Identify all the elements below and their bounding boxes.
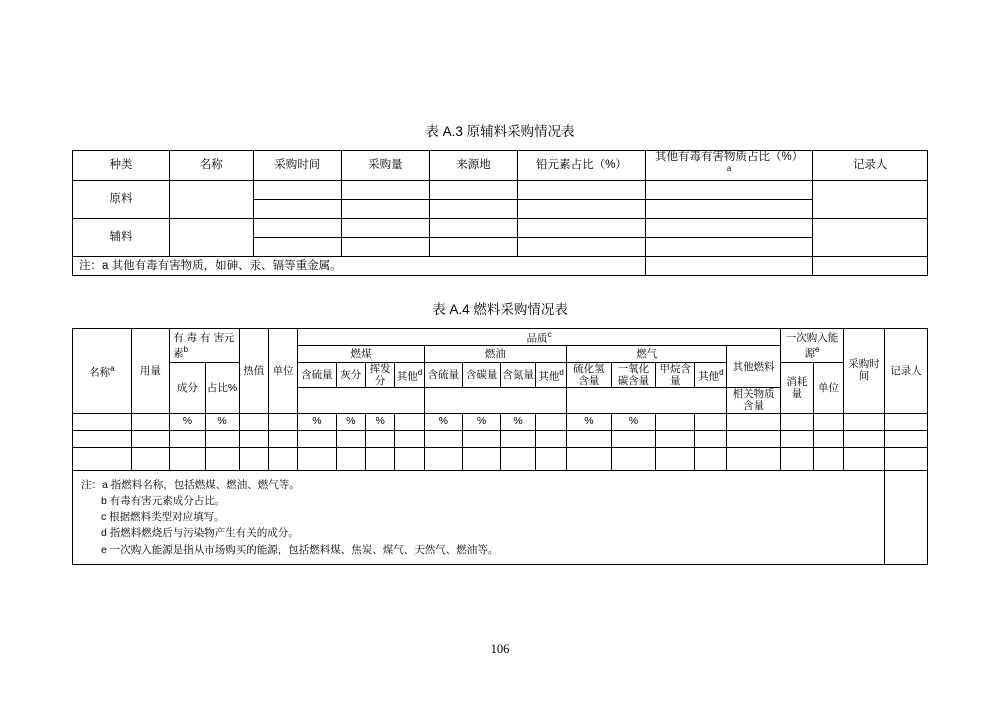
- cell[interactable]: [169, 181, 253, 219]
- header-purchase-time: [844, 329, 885, 413]
- header-oil-sulfur: 含硫量: [424, 363, 462, 388]
- header-gas-other: [695, 363, 727, 388]
- table-a4-notes: [73, 470, 885, 564]
- table-row: [73, 413, 928, 430]
- note-line-e: e 一次购入能源是指从市场购买的能源，包括燃料煤、焦炭、煤气、天然气、燃油等。: [101, 543, 499, 556]
- cell[interactable]: [268, 430, 297, 447]
- header-coal-sulfur: 含硫量: [298, 363, 336, 388]
- table-row: [73, 181, 928, 200]
- spacer-gas: [567, 388, 727, 413]
- unit-cell: %: [424, 413, 462, 430]
- row-label-auxiliary-material: 辅料: [73, 219, 170, 257]
- unit-cell: [535, 413, 566, 430]
- cell[interactable]: [253, 238, 341, 257]
- header-gas-other-label: 其他: [698, 370, 720, 383]
- cell[interactable]: [813, 447, 843, 470]
- unit-cell: %: [170, 413, 206, 430]
- superscript-a: a: [110, 363, 115, 373]
- header-unit: [268, 329, 297, 413]
- cell[interactable]: [844, 430, 885, 447]
- cell[interactable]: [429, 219, 517, 238]
- cell[interactable]: [253, 181, 341, 200]
- table-row: [73, 257, 928, 276]
- cell[interactable]: [518, 238, 646, 257]
- cell: [844, 413, 885, 430]
- cell[interactable]: [780, 447, 813, 470]
- unit-cell: %: [365, 413, 394, 430]
- cell[interactable]: [695, 447, 727, 470]
- header-toxic-ratio: 占比%: [205, 363, 239, 413]
- header-coal-ash: 灰分: [336, 363, 365, 388]
- cell[interactable]: [131, 430, 169, 447]
- cell[interactable]: [253, 219, 341, 238]
- table-row: [73, 447, 928, 470]
- table-row: [73, 430, 928, 447]
- row-label-raw-material: 原料: [73, 181, 170, 219]
- header-cell-time: 采购时间: [253, 151, 341, 181]
- cell[interactable]: [462, 430, 500, 447]
- header-gas-methane: 甲烷含量: [656, 363, 695, 388]
- header-other-fuel-substance: 相关物质含量: [727, 388, 780, 413]
- cell[interactable]: [645, 257, 812, 276]
- cell[interactable]: [73, 430, 132, 447]
- header-oil-nitrogen: 含氮量: [501, 363, 536, 388]
- header-unit-label: 单位: [272, 364, 294, 377]
- cell[interactable]: [341, 238, 429, 257]
- header-gas-co: 一氧化碳含量: [611, 363, 656, 388]
- cell[interactable]: [518, 181, 646, 200]
- cell[interactable]: [205, 447, 239, 470]
- header-group-primary-energy-label: 一次购入能源: [785, 332, 839, 360]
- cell[interactable]: [567, 447, 612, 470]
- cell[interactable]: [695, 430, 727, 447]
- note-line-a: 注：a 指燃料名称，包括燃煤、燃油、燃气等。: [81, 478, 300, 491]
- header-group-other-fuel: 其他燃料: [727, 346, 780, 388]
- header-usage: 用量: [131, 329, 169, 413]
- header-superscript-a: a: [726, 164, 732, 174]
- header-cell-name: 名称: [169, 151, 253, 181]
- cell[interactable]: [885, 470, 928, 564]
- cell[interactable]: [645, 238, 812, 257]
- table-a3: [72, 150, 928, 276]
- note-line-b: b 有毒有害元素成分占比。: [101, 494, 226, 507]
- cell[interactable]: [205, 430, 239, 447]
- header-group-oil: 燃油: [424, 346, 566, 363]
- cell[interactable]: [239, 430, 268, 447]
- header-heat-value-label: 热值: [243, 364, 265, 377]
- spacer-oil: [424, 388, 566, 413]
- unit-cell: [695, 413, 727, 430]
- table-a3-note: 注：a 其他有毒有害物质，如砷、汞、镉等重金属。: [73, 257, 646, 276]
- header-group-coal: 燃煤: [298, 346, 424, 363]
- header-oil-other: [535, 363, 566, 388]
- cell: [813, 413, 843, 430]
- cell: [73, 413, 132, 430]
- cell[interactable]: [131, 447, 169, 470]
- header-toxic-component: 成分: [170, 363, 206, 413]
- cell[interactable]: [518, 200, 646, 219]
- cell[interactable]: [813, 181, 928, 219]
- header-cell-recorder: 记录人: [813, 151, 928, 181]
- cell: [780, 413, 813, 430]
- table-row: [73, 363, 928, 388]
- cell: [131, 413, 169, 430]
- unit-cell: %: [298, 413, 336, 430]
- table-a3-title: 表 A.3 原辅料采购情况表: [425, 124, 575, 139]
- cell[interactable]: [429, 200, 517, 219]
- cell[interactable]: [268, 447, 297, 470]
- cell[interactable]: [656, 430, 695, 447]
- cell[interactable]: [501, 430, 536, 447]
- unit-cell: %: [336, 413, 365, 430]
- cell: [268, 413, 297, 430]
- cell[interactable]: [336, 430, 365, 447]
- cell[interactable]: [885, 447, 928, 470]
- header-heat-value: [239, 329, 268, 413]
- unit-cell: [727, 413, 780, 430]
- cell[interactable]: [645, 200, 812, 219]
- header-oil-carbon: 含碳量: [462, 363, 500, 388]
- superscript-d: d: [719, 368, 724, 378]
- spacer-coal: [298, 388, 424, 413]
- cell[interactable]: [73, 447, 132, 470]
- cell[interactable]: [535, 430, 566, 447]
- header-group-quality-label: 品质: [526, 332, 548, 345]
- unit-cell: %: [611, 413, 656, 430]
- cell[interactable]: [727, 430, 780, 447]
- header-coal-other-label: 其他: [396, 370, 418, 383]
- table-row: [73, 470, 928, 564]
- cell[interactable]: [341, 181, 429, 200]
- cell[interactable]: [518, 219, 646, 238]
- header-group-quality: [298, 329, 781, 346]
- cell[interactable]: [645, 181, 812, 200]
- cell[interactable]: [341, 200, 429, 219]
- unit-cell: [395, 413, 424, 430]
- header-cell-other-toxic-label: 其他有毒有害物质占比（%）: [655, 151, 804, 163]
- note-line-c: c 根据燃料类型对应填写。: [101, 511, 225, 524]
- cell[interactable]: [462, 447, 500, 470]
- cell[interactable]: [501, 447, 536, 470]
- page-number: 106: [490, 642, 510, 656]
- cell[interactable]: [645, 219, 812, 238]
- header-cell-kind: 种类: [73, 151, 170, 181]
- cell[interactable]: [336, 447, 365, 470]
- cell[interactable]: [341, 219, 429, 238]
- header-cell-lead: 铅元素占比（%）: [518, 151, 646, 181]
- cell: [239, 413, 268, 430]
- header-cell-amount: 采购量: [341, 151, 429, 181]
- cell[interactable]: [298, 447, 336, 470]
- header-group-primary-energy: [780, 329, 843, 363]
- cell[interactable]: [169, 219, 253, 257]
- cell[interactable]: [429, 238, 517, 257]
- header-coal-other: [395, 363, 424, 388]
- cell[interactable]: [567, 430, 612, 447]
- superscript-c: c: [547, 329, 552, 339]
- table-a3-block: [72, 120, 928, 565]
- header-primary-consumption: 消耗量: [780, 363, 813, 413]
- table-row: [73, 219, 928, 238]
- header-toxic-elements: [170, 329, 239, 363]
- cell[interactable]: [395, 447, 424, 470]
- header-purchase-time-label: 采购时间: [848, 358, 880, 382]
- cell[interactable]: [365, 430, 394, 447]
- unit-cell: %: [462, 413, 500, 430]
- cell[interactable]: [813, 219, 928, 257]
- cell[interactable]: [395, 430, 424, 447]
- cell[interactable]: [429, 181, 517, 200]
- header-cell-other-toxic: [645, 151, 812, 181]
- superscript-b: b: [183, 344, 189, 354]
- cell[interactable]: [239, 447, 268, 470]
- cell[interactable]: [611, 447, 656, 470]
- cell[interactable]: [170, 447, 206, 470]
- table-a4-title: 表 A.4 燃料采购情况表: [432, 302, 568, 318]
- table-a4: [72, 328, 928, 565]
- cell[interactable]: [885, 430, 928, 447]
- cell[interactable]: [535, 447, 566, 470]
- header-coal-volatile: 挥发分: [365, 363, 394, 388]
- header-fuel-name-label: 名称: [89, 366, 111, 379]
- cell[interactable]: [780, 430, 813, 447]
- table-row: [73, 151, 928, 181]
- cell[interactable]: [298, 430, 336, 447]
- cell[interactable]: [813, 257, 928, 276]
- unit-cell: [656, 413, 695, 430]
- cell[interactable]: [656, 447, 695, 470]
- table-row: [73, 329, 928, 346]
- header-gas-h2s: 硫化氢含量: [567, 363, 612, 388]
- cell[interactable]: [844, 447, 885, 470]
- superscript-e: e: [814, 344, 820, 354]
- superscript-d: d: [417, 368, 423, 378]
- unit-cell: %: [501, 413, 536, 430]
- header-cell-origin: 来源地: [429, 151, 517, 181]
- header-recorder: 记录人: [885, 329, 928, 413]
- header-toxic-elements-label: 有 毒 有 害元素: [173, 332, 235, 360]
- cell[interactable]: [253, 200, 341, 219]
- cell[interactable]: [727, 447, 780, 470]
- cell[interactable]: [424, 430, 462, 447]
- header-oil-other-label: 其他: [538, 370, 560, 383]
- superscript-d: d: [559, 368, 564, 378]
- cell[interactable]: [365, 447, 394, 470]
- note-line-d: d 指燃料燃烧后与污染物产生有关的成分。: [101, 527, 299, 540]
- cell[interactable]: [813, 430, 843, 447]
- unit-cell: %: [567, 413, 612, 430]
- header-fuel-name: [73, 329, 132, 413]
- cell[interactable]: [424, 447, 462, 470]
- cell[interactable]: [611, 430, 656, 447]
- header-primary-unit: 单位: [813, 363, 843, 413]
- header-group-gas: 燃气: [567, 346, 727, 363]
- unit-cell: %: [205, 413, 239, 430]
- cell: [885, 413, 928, 430]
- cell[interactable]: [170, 430, 206, 447]
